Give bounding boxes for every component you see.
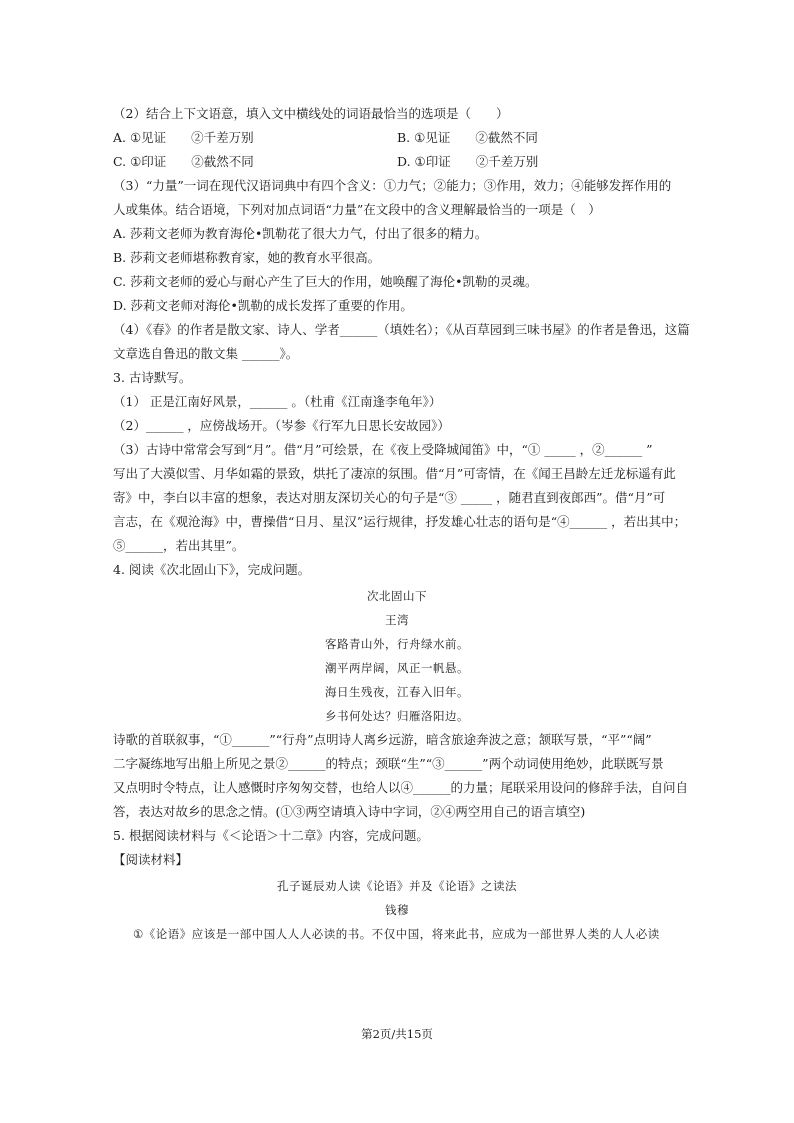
q2-option-d: D. ①印证 ②千差万别 [397,154,539,169]
q3-option-a: A. 莎莉文老师为教育海伦•凯勒花了很大力气，付出了很多的精力。 [113,226,488,241]
section4-analysis-3: 又点明时令特点，让人感慨时序匆匆交替，也给人以④______的力量；尾联采用设问的修辞手法，自问自 [113,780,689,795]
article-author: 钱穆 [385,903,409,917]
q3-stem-line-1: （3）“力量”一词在现代汉语词典中有四个含义：①力气；②能力；③作用，效力；④能够发挥作用的 [113,178,672,193]
q3-stem-line-2: 人或集体。结合语境，下列对加点词语“力量”在文段中的含义理解最恰当的一项是（ ） [113,202,601,217]
section3-line-3: （3）古诗中常常会写到“月”。借“月”可绘景，在《夜上受降城闻笛》中，“① _____ ，②______ ” [113,442,653,457]
section3-line-2: （2）______ ，应傍战场开。（岑参《行军九日思长安故园》） [113,418,450,433]
q2-option-c: C. ①印证 ②截然不同 [113,154,254,169]
section3-line-6: 言志，在《观沧海》中，曹操借“日月、星汉”运行规律，抒发雄心壮志的语句是“④______ ，若出其中； [113,514,687,529]
q2-stem: （2）结合上下文语意，填入文中横线处的词语最恰当的选项是（ ） [113,106,509,121]
material-label: 【阅读材料】 [113,852,189,867]
q3-option-d: D. 莎莉文老师对海伦•凯勒的成长发挥了重要的作用。 [113,298,413,313]
section3-line-4: 写出了大漠似雪、月华如霜的景致，烘托了凄凉的氛围。借“月”可寄情，在《闻王昌龄左迁龙标遥有此 [113,466,676,481]
section4-analysis-1: 诗歌的首联叙事，“①______”“行舟”点明诗人离乡远游，暗含旅途奔波之意；颔联写景，“平”“阔” [113,732,652,747]
poem-line-2: 潮平两岸阔，风正一帆悬。 [325,661,469,675]
q2-option-b: B. ①见证 ②截然不同 [397,130,538,145]
section4-title: 4. 阅读《次北固山下》，完成问题。 [113,562,311,577]
article-title: 孔子诞辰劝人读《论语》并及《论语》之读法 [277,879,517,893]
poem-line-1: 客路青山外，行舟绿水前。 [325,637,469,651]
section4-analysis-4: 答，表达对故乡的思念之情。(①③两空请填入诗中字词，②④两空用自己的语言填空) [113,804,586,819]
q4-line-2: 文章选自鲁迅的散文集 ______》。 [113,346,299,361]
article-paragraph-1: ①《论语》应该是一部中国人人人必读的书。不仅中国，将来此书，应成为一部世界人类的人人必读 [133,927,660,941]
section3-title: 3. 古诗默写。 [113,370,192,385]
q2-option-a: A. ①见证 ②千差万别 [113,130,254,145]
poem-author: 王湾 [385,613,409,627]
section3-line-1: （1） 正是江南好风景，______ 。（杜甫《江南逢李龟年》） [113,394,442,409]
poem-line-4: 乡书何处达？归雁洛阳边。 [325,709,469,723]
q3-option-b: B. 莎莉文老师堪称教育家，她的教育水平很高。 [113,250,381,265]
q3-option-c: C. 莎莉文老师的爱心与耐心产生了巨大的作用，她唤醒了海伦•凯勒的灵魂。 [113,274,538,289]
section5-title: 5. 根据阅读材料与《＜论语＞十二章》内容，完成问题。 [113,828,429,843]
poem-title: 次北固山下 [367,589,427,603]
poem-line-3: 海日生残夜，江春入旧年。 [325,685,469,699]
section3-line-5: 寄》中，李白以丰富的想象，表达对朋友深切关心的句子是“③ _____ ，随君直到夜郎西”。借“月”可 [113,490,666,505]
page-number-footer: 第2页/共15页 [361,1027,433,1041]
section3-line-7: ⑤______，若出其里”。 [113,538,245,553]
q4-line-1: （4）《春》的作者是散文家、诗人、学者______（填姓名）；《从百草园到三味书屋》的作者是鲁迅，这篇 [113,322,690,337]
section4-analysis-2: 二字凝练地写出船上所见之景②______的特点；颈联“生”“③______”两个动词使用绝妙，此联既写景 [113,756,664,771]
